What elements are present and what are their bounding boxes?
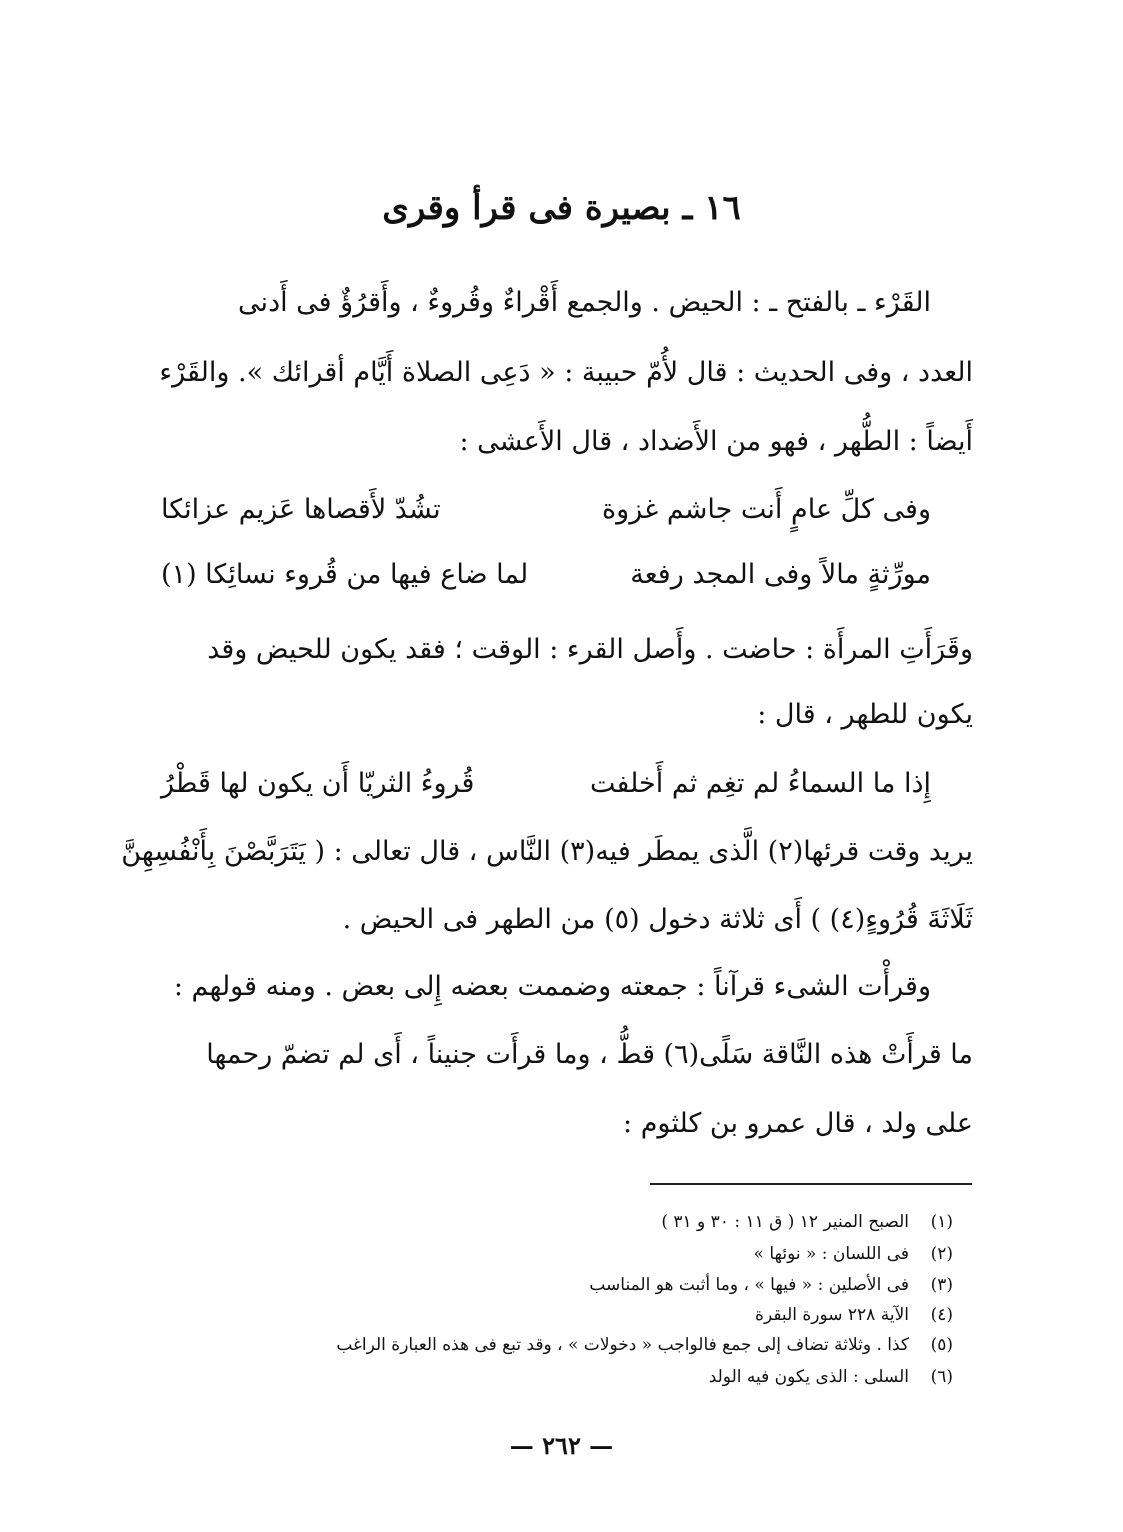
footnote-number: (١) xyxy=(930,1212,953,1232)
footnote xyxy=(133,1333,953,1358)
page-number: — ٢٦٢ — xyxy=(509,1431,614,1460)
footnote xyxy=(133,1210,953,1235)
footnote-number: (٥) xyxy=(930,1335,953,1355)
verse-hemistich: لما ضاع فيها من قُروء نسائِكا (١) xyxy=(161,559,529,590)
text-line: أَيضاً : الطُّهر ، فهو من الأَضداد ، قال الأَعشى : xyxy=(459,426,973,457)
footnote-text: فى اللسان : « نوئها » xyxy=(753,1244,909,1264)
footnote-text: السلى : الذى يكون فيه الولد xyxy=(708,1367,909,1387)
chapter-title: ١٦ ـ بصيرة فى قرأ وقرى xyxy=(382,188,741,228)
text-line: القَرْء ـ بالفتح ـ : الحيض . والجمع أَقْراءٌ وقُروءٌ ، وأَقرُؤٌ فى أَدنى xyxy=(238,287,931,318)
text-line: يكون للطهر ، قال : xyxy=(757,699,973,730)
footnote-number: (٦) xyxy=(930,1367,953,1387)
footnote xyxy=(133,1273,953,1298)
text-line: وقرأْت الشىء قرآناً : جمعته وضممت بعضه إِلى بعض . ومنه قولهم : xyxy=(173,971,931,1002)
verse-hemistich: مورِّثةٍ مالاً وفى المجد رفعة xyxy=(630,559,931,590)
text-line: على ولد ، قال عمرو بن كلثوم : xyxy=(623,1108,973,1139)
text-line: وقَرَأَتِ المرأَة : حاضت . وأَصل القرء : الوقت ؛ فقد يكون للحيض وقد xyxy=(207,634,973,665)
text-line: ثَلَاثَةَ قُرُوءٍ(٤) ) أَى ثلاثة دخول (٥) من الطهر فى الحيض . xyxy=(342,904,973,935)
footnote xyxy=(133,1365,953,1390)
footnote xyxy=(133,1242,953,1267)
footnote-separator xyxy=(650,1183,972,1185)
footnote xyxy=(133,1303,953,1328)
verse-hemistich: تشُدّ لأَقصاها عَزيم عزائكا xyxy=(161,494,441,525)
footnote-text: فى الأصلين : « فيها » ، وما أثبت هو المناسب xyxy=(589,1275,909,1295)
text-line: العدد ، وفى الحديث : قال لأُمّ حبيبة : « دَعِى الصلاة أَيَّام أقرائك ». والقَرْء xyxy=(159,357,973,388)
footnote-text: الصبح المنير ١٢ ( ق ١١ : ٣٠ و ٣١ ) xyxy=(661,1212,909,1232)
verse-line xyxy=(131,764,931,804)
footnote-text: الآية ٢٢٨ سورة البقرة xyxy=(755,1305,909,1325)
verse-hemistich: قُروءُ الثريّا أَن يكون لها قَطْرُ xyxy=(161,768,475,799)
footnote-text: كذا . وثلاثة تضاف إلى جمع فالواجب « دخولات » ، وقد تبع فى هذه العبارة الراغب xyxy=(336,1335,909,1355)
text-line: ما قرأَتْ هذه النَّاقة سَلًى(٦) قطُّ ، وما قرأَت جنيناً ، أَى لم تضمّ رحمها xyxy=(206,1039,973,1070)
footnote-number: (٢) xyxy=(930,1244,953,1264)
verse-line xyxy=(131,490,931,530)
verse-hemistich: وفى كلِّ عامٍ أَنت جاشم غزوة xyxy=(602,494,931,525)
footnote-number: (٤) xyxy=(930,1305,953,1325)
verse-line xyxy=(131,555,931,595)
footnote-number: (٣) xyxy=(930,1275,953,1295)
verse-hemistich: إِذا ما السماءُ لم تغِم ثم أَخلفت xyxy=(589,768,931,799)
text-line: يريد وقت قرئها(٢) الَّذى يمطَر فيه(٣) النَّاس ، قال تعالى : ( يَتَرَبَّصْنَ بِأَنْفُسِهِنَّ xyxy=(121,836,973,867)
